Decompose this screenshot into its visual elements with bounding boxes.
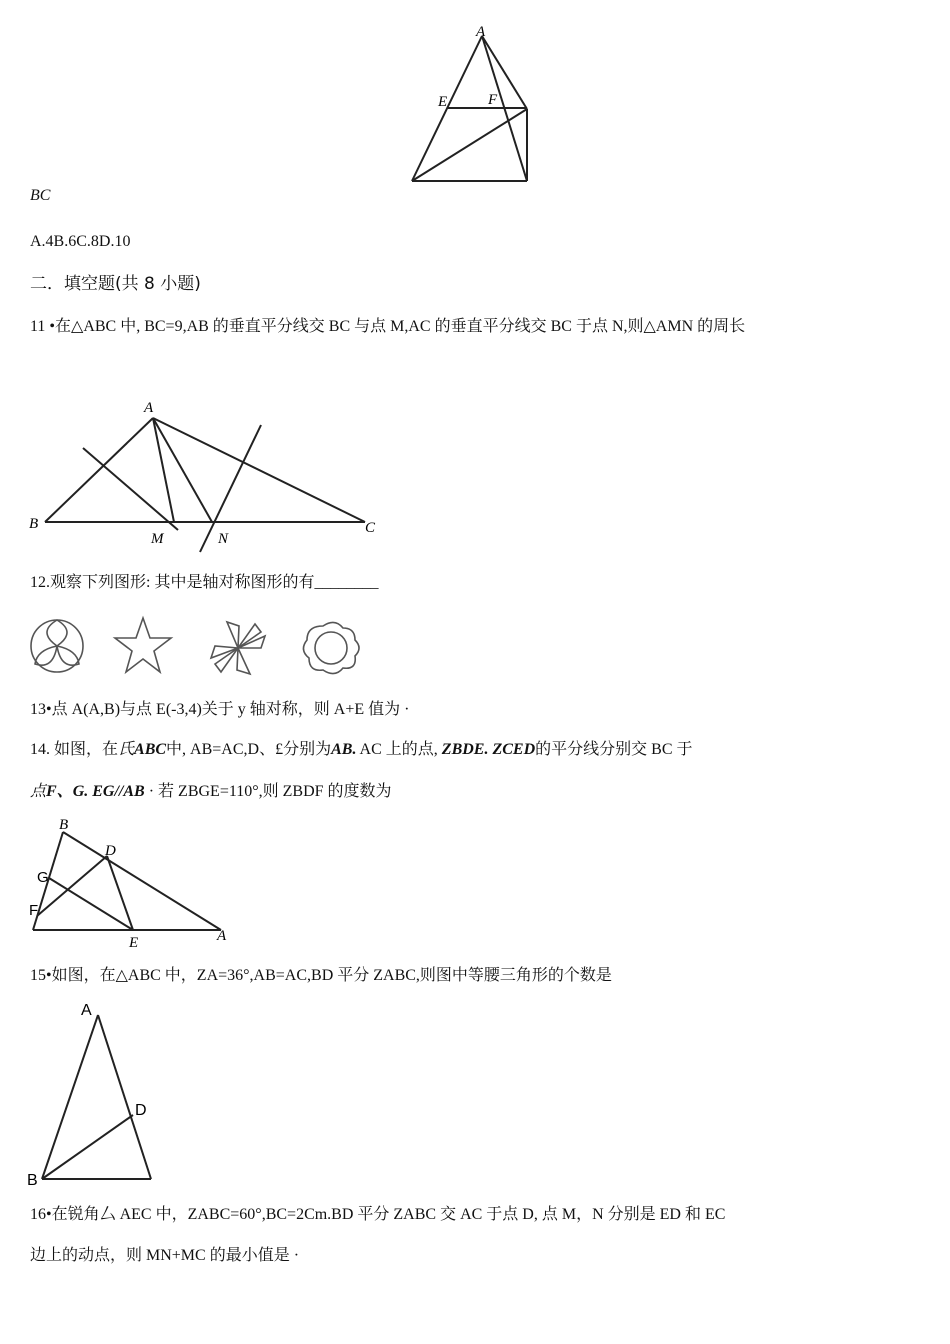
q14-text-j: F、G. EG//AB (46, 783, 145, 800)
q14-line1 (30, 740, 693, 760)
q16-line2: 边上的动点，则 MN+MC 的最小值是 · (30, 1247, 300, 1264)
figure-14 (25, 812, 245, 952)
q13-text: 13•点 A(A,B)与点 E(-3,4)关于 y 轴对称，则 A+E 值为 · (30, 701, 410, 718)
fig11-label-b: B (29, 516, 39, 532)
fig11-label-a: A (144, 400, 154, 416)
q14-text-i: 点 (30, 783, 47, 800)
fig15-label-a: A (81, 1002, 92, 1019)
fig14-label-e: E (129, 935, 139, 951)
fig-top-label-e: E (438, 94, 448, 110)
figure-15 (25, 995, 165, 1190)
q10-tail: BC (30, 187, 51, 204)
q11-body: •在△ABC 中, BC=9,AB 的垂直平分线交 BC 与点 M,AC 的垂直平分线交 BC 于点 N,则△AMN 的周长 (45, 318, 746, 335)
fig14-label-f: F (29, 902, 39, 919)
figure-11 (25, 390, 385, 555)
q12-figures (25, 612, 365, 682)
q14-text-h: 的平分线分别交 BC 于 (535, 741, 693, 758)
q14-text-k: · 若 ZBGE=110°,则 ZBDF 的度数为 (144, 783, 392, 800)
circle-three-petal-figure (31, 620, 83, 672)
fig-top-label-f: F (488, 92, 498, 108)
q14-line2 (30, 782, 392, 802)
q14-text-a: 14. 如图，在 (30, 741, 119, 758)
fig14-label-b: B (59, 817, 69, 833)
section-heading: 二．填空题(共 8 小题) (30, 274, 201, 294)
fig15-label-d: D (135, 1102, 147, 1119)
fig14-label-d: D (105, 843, 116, 859)
q14-text-e: AB. (331, 741, 357, 758)
q14-text-f: AC 上的点, (356, 741, 438, 758)
q10-options: A.4B.6C.8D.10 (30, 233, 131, 250)
flower-figure (303, 622, 359, 673)
star-figure (115, 618, 171, 672)
fig15-label-b: B (27, 1172, 38, 1189)
q14-text-c: ABC (134, 741, 167, 758)
q14-text-g: ZBDE. ZCED (437, 741, 536, 758)
q16-line1: 16•在锐角厶 AEC 中，ZABC=60°,BC=2Cm.BD 平分 ZABC 交 AC 于点 D, 点 M，N 分别是 ED 和 EC (30, 1206, 726, 1223)
q14-text-b: 氏 (118, 741, 135, 758)
fig-top-label-a: A (476, 24, 486, 40)
q15-text: 15•如图，在△ABC 中，ZA=36°,AB=AC,BD 平分 ZABC,则图中等腰三角形的个数是 (30, 967, 612, 984)
fig14-label-a: A (217, 928, 227, 944)
q11-text (30, 317, 745, 337)
fig11-label-m: M (151, 531, 164, 547)
fig11-label-n: N (218, 531, 229, 547)
figure-triangle-aef (400, 22, 540, 187)
q14-text-d: 中, AB=AC,D、£分别为 (166, 741, 332, 758)
fig11-label-c: C (365, 520, 376, 536)
q11-number: 11 (30, 318, 46, 335)
pinwheel-figure (211, 622, 265, 674)
q12-text: 12.观察下列图形: 其中是轴对称图形的有________ (30, 574, 379, 591)
fig14-label-g: G (37, 869, 49, 886)
